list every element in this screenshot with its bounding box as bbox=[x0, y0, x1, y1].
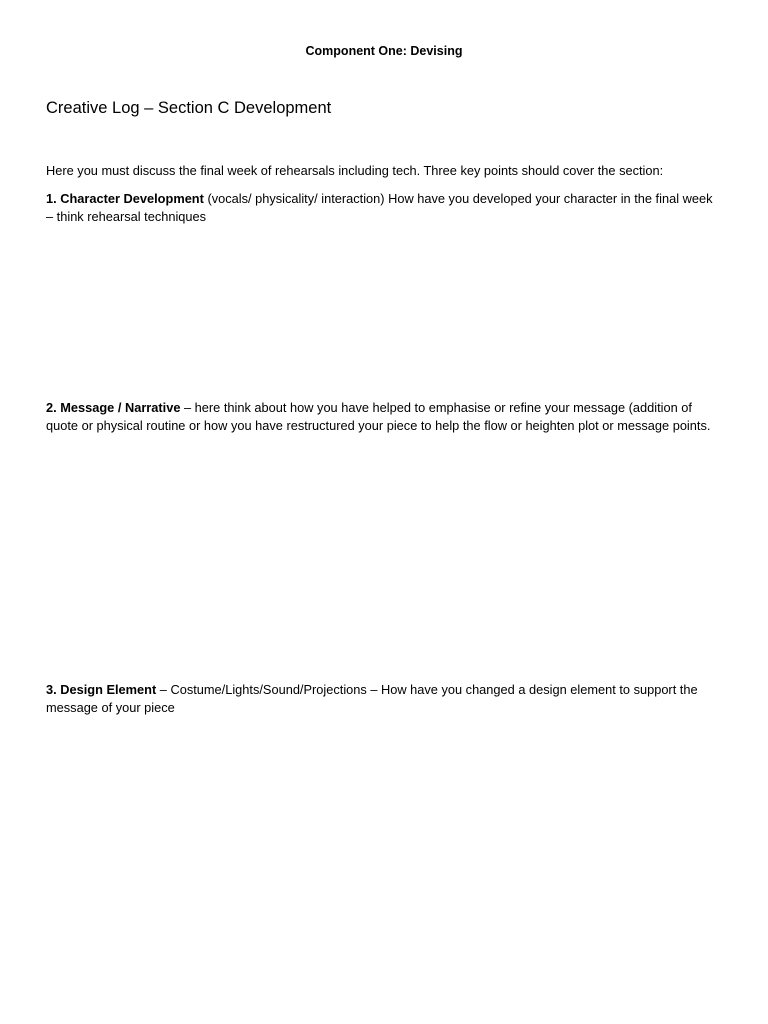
point-character-development bbox=[46, 190, 722, 225]
point-heading: 2. Message / Narrative bbox=[46, 400, 181, 415]
point-heading: 1. Character Development bbox=[46, 191, 204, 206]
point-design-element bbox=[46, 681, 722, 716]
point-body: – Costume/Lights/Sound/Projections – How have you changed a design element to support the message of your piece bbox=[46, 682, 698, 715]
point-body: – here think about how you have helped to emphasise or refine your message (addition of quote or physical routine or how you have restructured your piece to help the flow or heighten plot or message points. bbox=[46, 400, 711, 433]
page-title: Creative Log – Section C Development bbox=[46, 99, 332, 117]
intro-paragraph: Here you must discuss the final week of rehearsals including tech. Three key points should cover the section: bbox=[46, 163, 664, 178]
point-message-narrative bbox=[46, 399, 722, 434]
point-heading: 3. Design Element bbox=[46, 682, 157, 697]
point-body: (vocals/ physicality/ interaction) How have you developed your character in the final week – think rehearsal techniques bbox=[46, 191, 713, 224]
page-header: Component One: Devising bbox=[305, 44, 463, 58]
